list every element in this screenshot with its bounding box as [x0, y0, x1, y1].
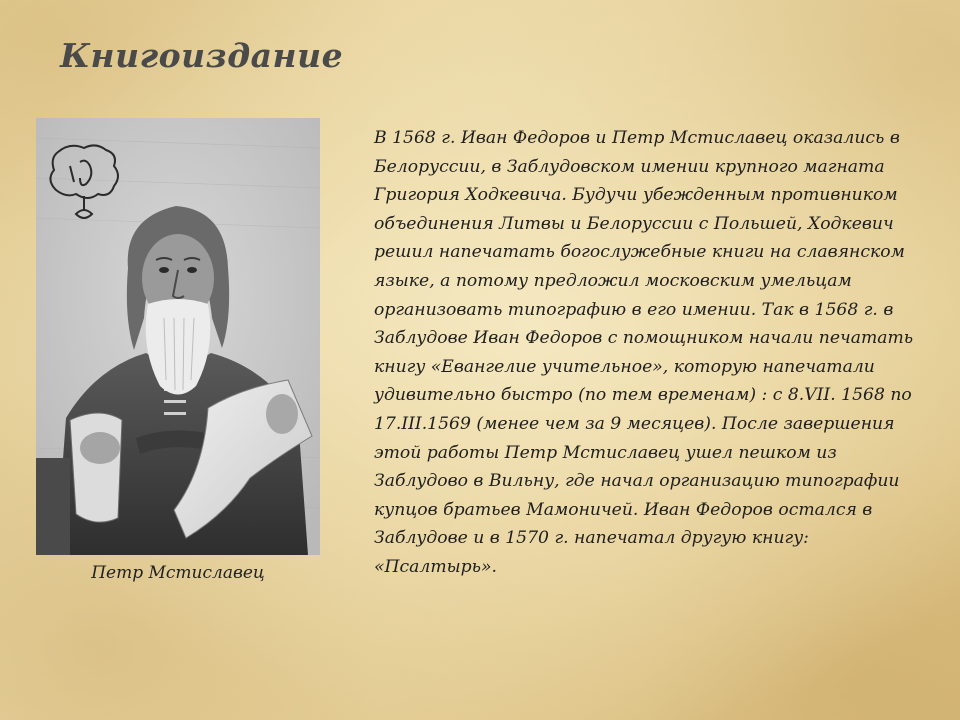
slide-title: Книгоиздание [60, 36, 344, 75]
body-text: В 1568 г. Иван Федоров и Петр Мстиславец оказались в Белоруссии, в Заблудовском имении крупного магната Григория Ходкевича. Будучи убежденным противником объединения Литвы и Белоруссии с Польшей, Ходкевич решил напечатать богослужебные книги на славянском языке, а потому предложил московским умельцам организовать типографию в его имении. Так в 1568 г. в Заблудове Иван Федоров с помощником начали печатать книгу «Евангелие учительное», которую напечатали удивительно быстро (по тем временам) : с 8.VII. 1568 по 17.III.1569 (менее чем за 9 месяцев). После завершения этой работы Петр Мстиславец ушел пешком из Заблудово в Вильну, где начал организацию типографии купцов братьев Мамоничей. Иван Федоров остался в Заблудове и в 1570 г. напечатал другую книгу: «Псалтырь». [374, 128, 914, 577]
portrait-engraving [36, 118, 320, 555]
portrait-image [36, 118, 320, 555]
portrait-caption: Петр Мстиславец [91, 563, 265, 583]
